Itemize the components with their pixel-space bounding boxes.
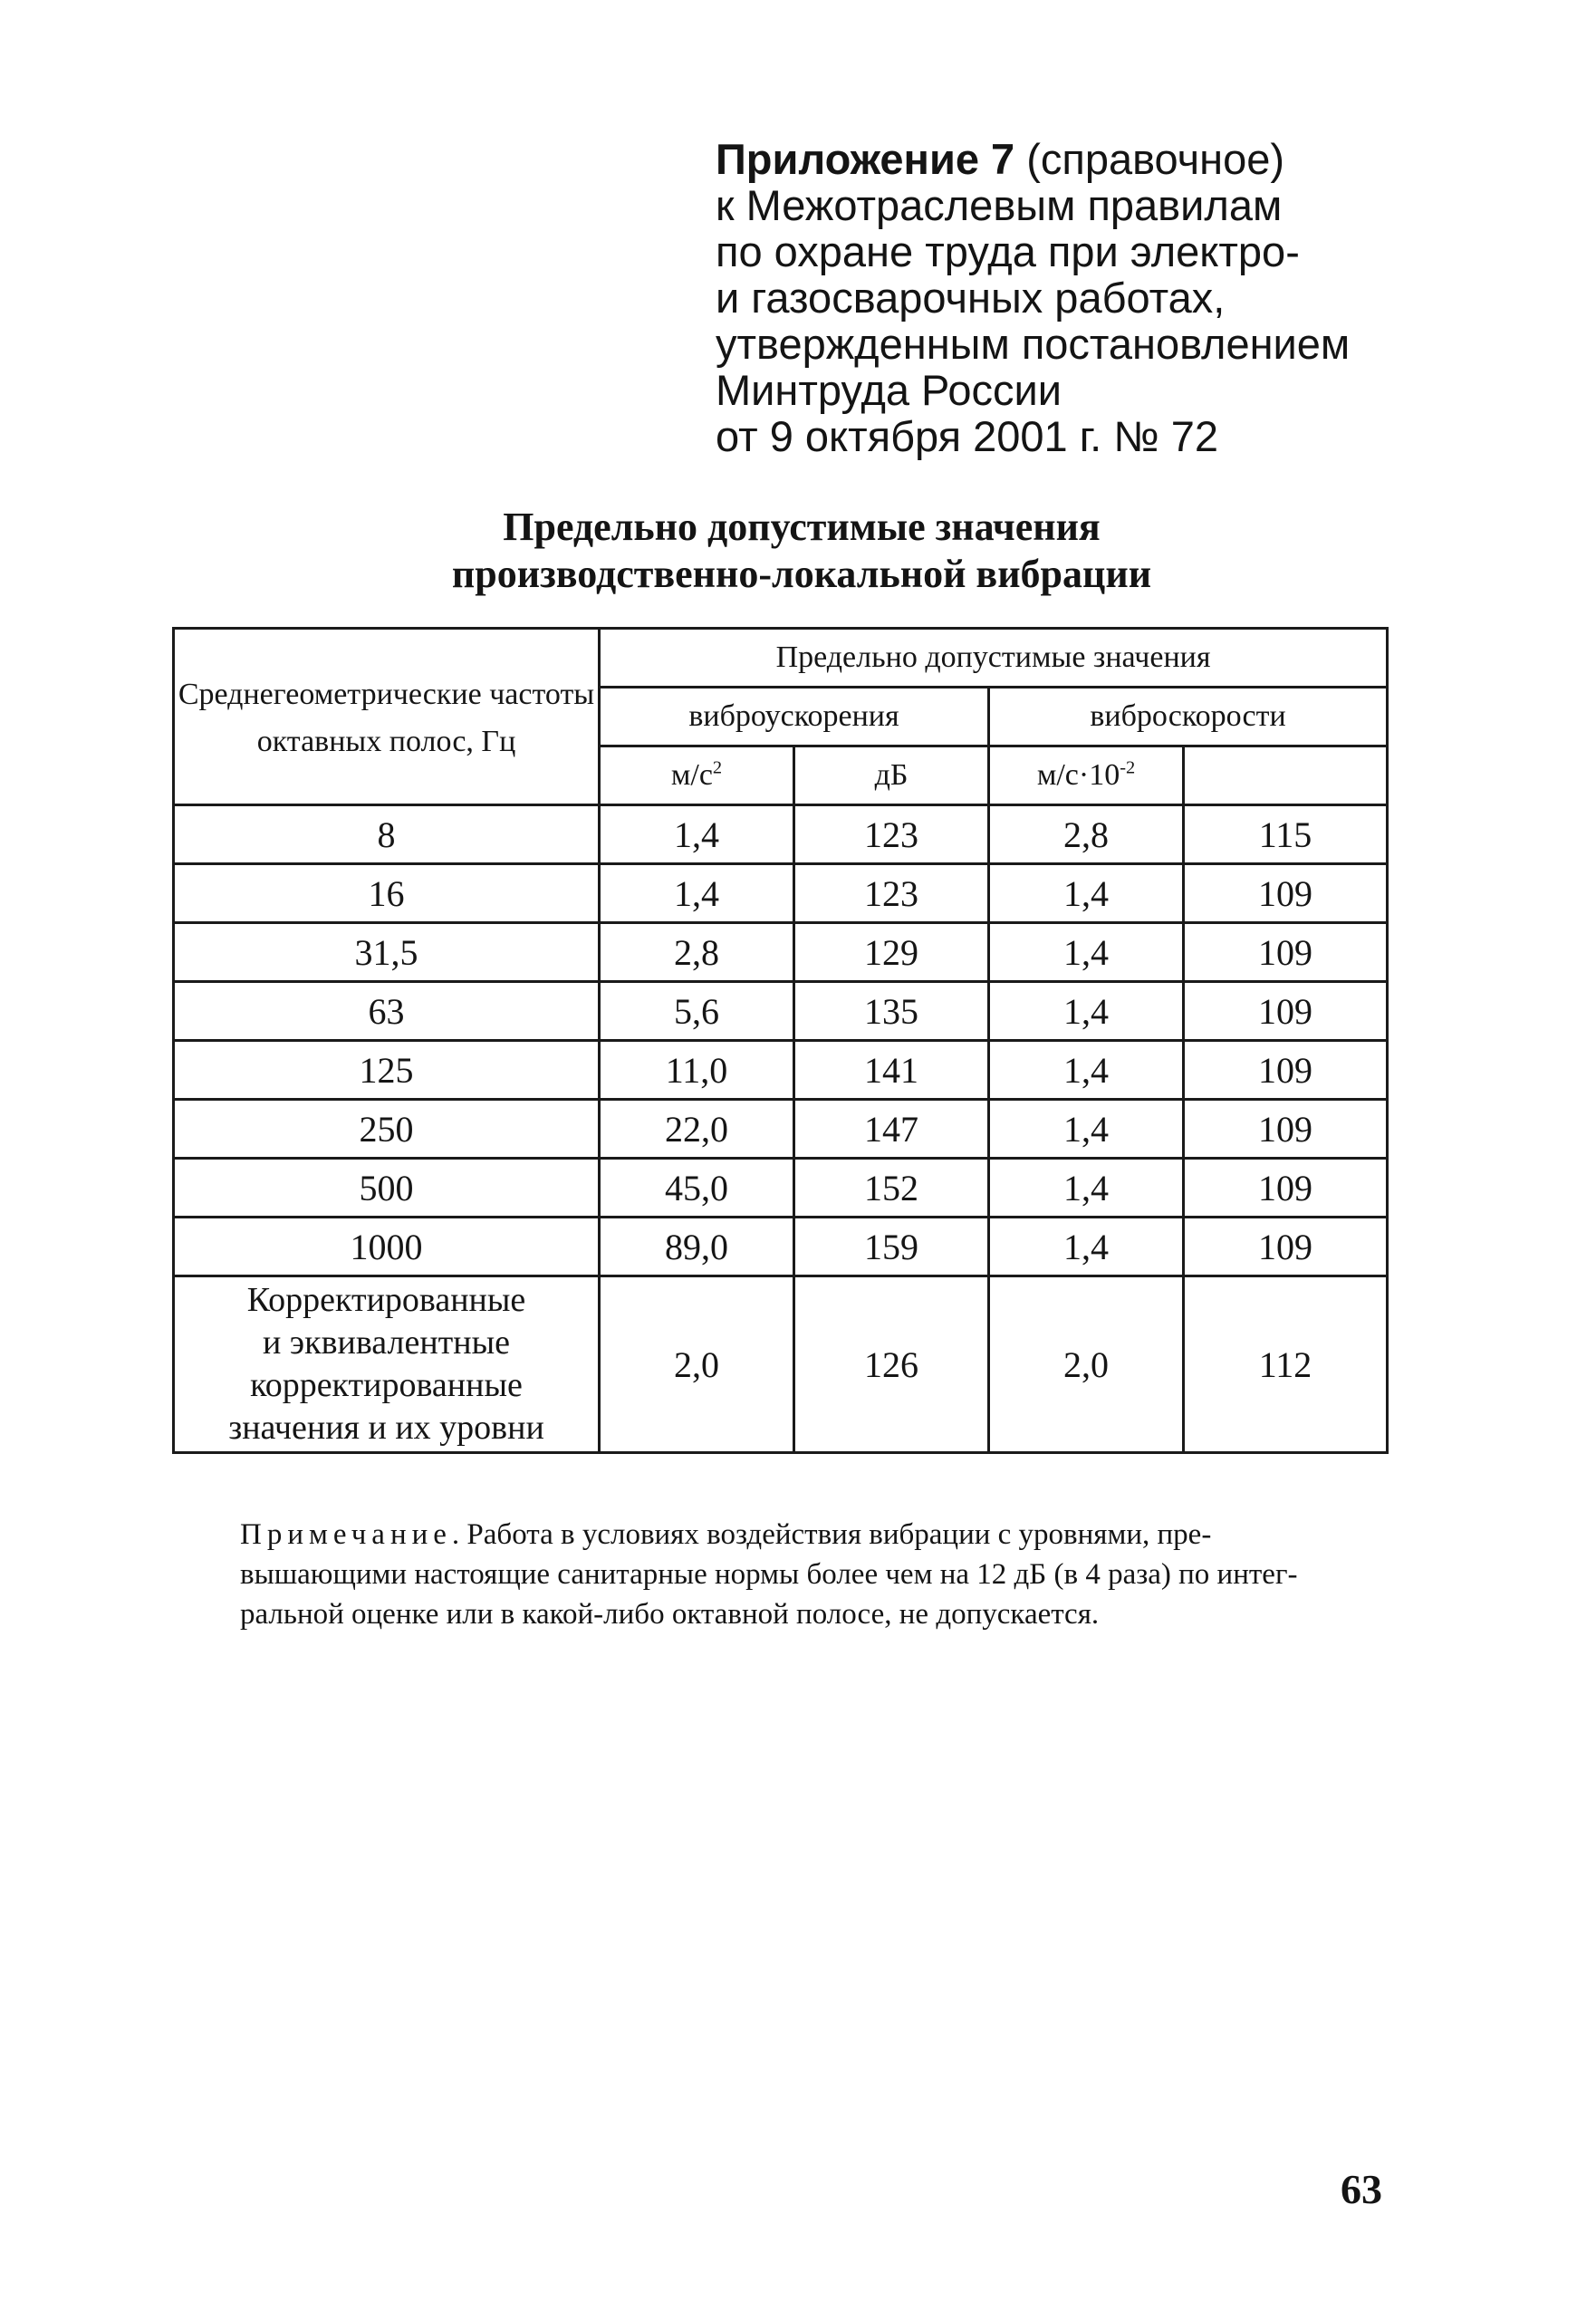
table-cell: 500 bbox=[174, 1159, 600, 1218]
table-cell: 123 bbox=[794, 805, 989, 864]
note-line-3: ральной оценке или в какой-либо октавной полосе, не допускается. bbox=[240, 1598, 1100, 1631]
table-cell: 2,0 bbox=[600, 1276, 794, 1453]
note-line-2: вышающими настоящие санитарные нормы более чем на 12 дБ (в 4 раза) по интег- bbox=[240, 1558, 1298, 1591]
table-cell: 11,0 bbox=[600, 1041, 794, 1100]
unit-accel: $м/с^2$ bbox=[600, 746, 794, 805]
table-cell: 89,0 bbox=[600, 1218, 794, 1276]
table-row bbox=[174, 982, 1388, 1041]
table-cell: 129 bbox=[794, 923, 989, 982]
title-line-2: производственно-локальной вибрации bbox=[451, 552, 1152, 596]
table-cell: 1,4 bbox=[989, 1100, 1184, 1159]
corrected-label-line: значения и их уровни bbox=[228, 1409, 544, 1447]
table-cell: 125 bbox=[174, 1041, 600, 1100]
table-cell: 126 bbox=[794, 1276, 989, 1453]
table-cell: 135 bbox=[794, 982, 989, 1041]
corrected-label-line: корректированные bbox=[250, 1366, 523, 1404]
table-cell: 159 bbox=[794, 1218, 989, 1276]
vibration-limits-table bbox=[172, 627, 1389, 1454]
table-row bbox=[174, 1100, 1388, 1159]
table-cell: 1,4 bbox=[600, 805, 794, 864]
header-row-1 bbox=[174, 629, 1388, 688]
corrected-label-line: Корректированные bbox=[246, 1281, 526, 1319]
table-cell: 1,4 bbox=[989, 1041, 1184, 1100]
corrected-label bbox=[174, 1276, 600, 1453]
appendix-line: по охране труда при электро- bbox=[716, 227, 1300, 275]
appendix-line: утвержденным постановлением bbox=[716, 320, 1351, 368]
table-cell: 1,4 bbox=[989, 864, 1184, 923]
table-cell: 109 bbox=[1184, 1100, 1388, 1159]
table-cell: 2,0 bbox=[989, 1276, 1184, 1453]
appendix-line: Минтруда России bbox=[716, 366, 1062, 414]
appendix-type: (справочное) bbox=[1014, 135, 1285, 183]
table-row-corrected bbox=[174, 1276, 1388, 1453]
table-cell: 250 bbox=[174, 1100, 600, 1159]
table-row bbox=[174, 864, 1388, 923]
unit-accel-db: дБ bbox=[794, 746, 989, 805]
table-cell: 1,4 bbox=[989, 982, 1184, 1041]
header-acceleration: виброускорения bbox=[600, 688, 989, 746]
table-cell: 112 bbox=[1184, 1276, 1388, 1453]
header-limits: Предельно допустимые значения bbox=[600, 629, 1388, 688]
table-cell: 115 bbox=[1184, 805, 1388, 864]
note-prefix: Примечание bbox=[240, 1518, 452, 1551]
table-row bbox=[174, 1159, 1388, 1218]
table-cell: 5,6 bbox=[600, 982, 794, 1041]
table-cell: 1,4 bbox=[600, 864, 794, 923]
table-cell: 16 bbox=[174, 864, 600, 923]
table-cell: 2,8 bbox=[600, 923, 794, 982]
table-cell: 22,0 bbox=[600, 1100, 794, 1159]
table-cell: 152 bbox=[794, 1159, 989, 1218]
header-frequency: Среднегеометрические частоты октавных полос, Гц bbox=[174, 629, 600, 805]
note-line-1: Примечание. Работа в условиях воздействия вибрации с уровнями, пре- bbox=[240, 1518, 1212, 1551]
unit-velocity-db bbox=[1184, 746, 1388, 805]
table-cell: 109 bbox=[1184, 864, 1388, 923]
unit-velocity: $м/с\cdot 10^{-2}$ bbox=[989, 746, 1184, 805]
table-cell: 2,8 bbox=[989, 805, 1184, 864]
appendix-reference bbox=[716, 136, 1513, 459]
table-note bbox=[240, 1515, 1399, 1634]
table-cell: 141 bbox=[794, 1041, 989, 1100]
table-cell: 1,4 bbox=[989, 923, 1184, 982]
table-cell: 45,0 bbox=[600, 1159, 794, 1218]
table-cell: 8 bbox=[174, 805, 600, 864]
header-velocity: виброскорости bbox=[989, 688, 1388, 746]
appendix-line bbox=[716, 136, 1513, 182]
table-cell: 109 bbox=[1184, 982, 1388, 1041]
table-row bbox=[174, 1041, 1388, 1100]
table-cell: 109 bbox=[1184, 923, 1388, 982]
table-cell: 1,4 bbox=[989, 1159, 1184, 1218]
table-cell: 109 bbox=[1184, 1041, 1388, 1100]
table-cell: 109 bbox=[1184, 1159, 1388, 1218]
table-row bbox=[174, 1218, 1388, 1276]
table-row bbox=[174, 805, 1388, 864]
table-title bbox=[272, 504, 1332, 598]
table-cell: 31,5 bbox=[174, 923, 600, 982]
table-row bbox=[174, 923, 1388, 982]
page-number: 63 bbox=[1341, 2166, 1382, 2212]
table-cell: 1,4 bbox=[989, 1218, 1184, 1276]
appendix-line: от 9 октября 2001 г. № 72 bbox=[716, 412, 1219, 460]
corrected-label-line: и эквивалентные bbox=[262, 1324, 511, 1362]
appendix-label: Приложение 7 bbox=[716, 135, 1015, 183]
table-cell: 1000 bbox=[174, 1218, 600, 1276]
table-cell: 147 bbox=[794, 1100, 989, 1159]
table-cell: 123 bbox=[794, 864, 989, 923]
appendix-line: и газосварочных работах, bbox=[716, 274, 1226, 322]
title-line-1: Предельно допустимые значения bbox=[503, 505, 1101, 549]
appendix-line: к Межотраслевым правилам bbox=[716, 181, 1283, 229]
table-cell: 109 bbox=[1184, 1218, 1388, 1276]
table-cell: 63 bbox=[174, 982, 600, 1041]
